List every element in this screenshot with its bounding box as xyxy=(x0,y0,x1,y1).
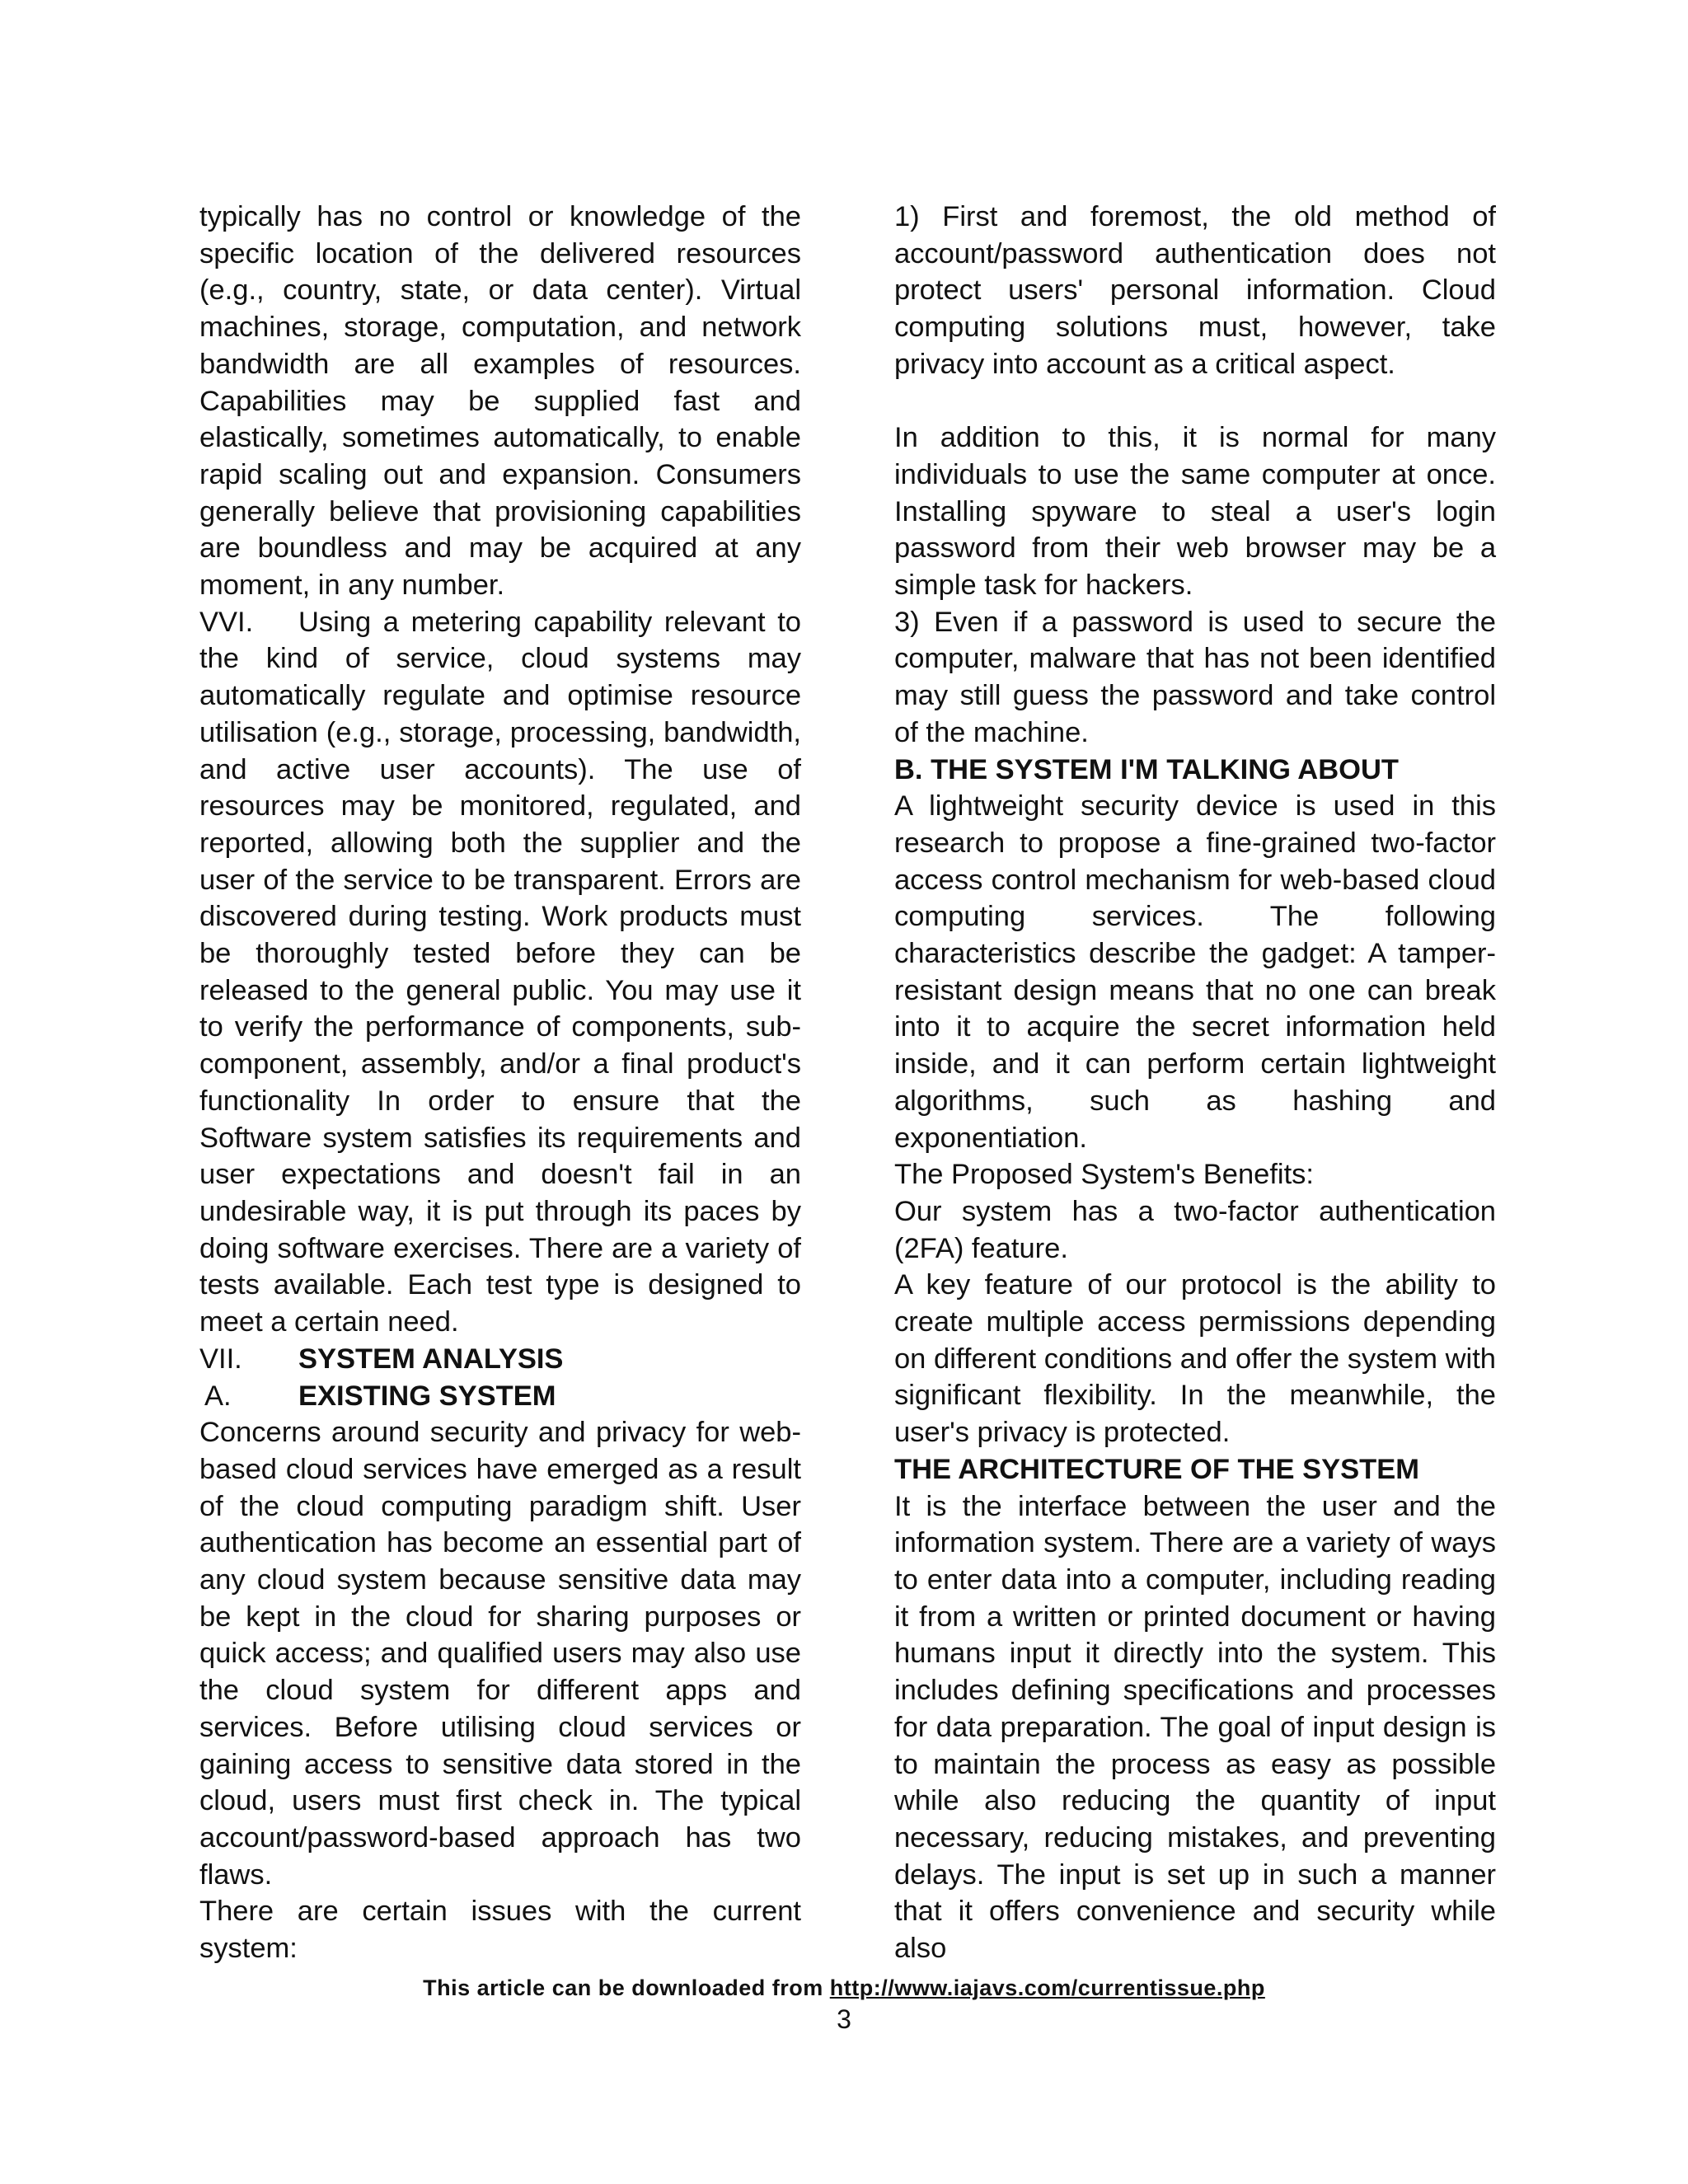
paragraph: A key feature of our protocol is the ability to create multiple access permissions depending on different conditions and offer the system with significant flexibility. In the meanwhile, the user's privacy is protected. xyxy=(894,1269,1496,1449)
section-heading-vii xyxy=(199,1341,801,1378)
page-number: 3 xyxy=(837,2004,851,2034)
footer-line xyxy=(0,1975,1688,2001)
section-heading-a xyxy=(199,1378,801,1415)
blank-line xyxy=(894,383,1496,420)
paragraph: typically has no control or knowledge of the specific location of the delivered resources (e.g., country, state, or data center). Virtual machines, storage, computation, and network bandwidth are all examples of resources. Capabilities may be supplied fast and elastically, sometimes automatically, to enable rapid scaling out and expansion. Consumers generally believe that provisioning capabilities are boundless and may be acquired at any moment, in any number. xyxy=(199,201,801,602)
paragraph: Concerns around security and privacy for web-based cloud services have emerged as a result of the cloud computing paradigm shift. User authentication has become an essential part of any cloud system because sensitive data may be kept in the cloud for sharing purposes or quick access; and qualified users may also use the cloud system for different apps and services. Before utilising cloud services or gaining access to sensitive data stored in the cloud, users must first check in. The typical account/password-based approach has two flaws. xyxy=(199,1417,801,1891)
paragraph-text: Using a metering capability relevant to the kind of service, cloud systems may automatically regulate and optimise resource utilisation (e.g., storage, processing, bandwidth, and active user accounts). The use of resources may be monitored, regulated, and reported, allowing both the supplier and the user of the service to be transparent. Errors are discovered during testing. Work products must be thoroughly tested before they can be released to the general public. You may use it to verify the performance of components, sub-component, assembly, and/or a final product's functionality In order to ensure that the Software system satisfies its requirements and user expectations and doesn't fail in an undesirable way, it is put through its paces by doing software exercises. There are a variety of tests available. Each test type is designed to meet a certain need. xyxy=(199,606,801,1338)
section-heading-b: B. THE SYSTEM I'M TALKING ABOUT xyxy=(894,753,1399,785)
paragraph: 1) First and foremost, the old method of account/password authentication does not protect users' personal information. Cloud computing solutions must, however, take privacy into account as a critical aspect. xyxy=(894,201,1496,380)
list-label: VVI. xyxy=(199,606,254,638)
right-column xyxy=(894,199,1496,1967)
section-title: EXISTING SYSTEM xyxy=(298,1380,556,1412)
paragraph-vvi xyxy=(199,604,801,1341)
paragraph: In addition to this, it is normal for many individuals to use the same computer at once. Installing spyware to steal a user's login password from their web browser may be a simple task for hackers. xyxy=(894,422,1496,602)
paragraph: A lightweight security device is used in this research to propose a fine-grained two-factor access control mechanism for web-based cloud computing services. The following characteristics describe the gadget: A tamper-resistant design means that no one can break into it to acquire the secret information held inside, and it can perform certain lightweight algorithms, such as hashing and exponentiation. xyxy=(894,790,1496,1154)
page-footer xyxy=(0,1975,1688,2035)
section-title: SYSTEM ANALYSIS xyxy=(298,1343,564,1375)
footer-text: This article can be downloaded from xyxy=(423,1975,823,2000)
section-number: VII. xyxy=(199,1343,242,1375)
left-column xyxy=(199,199,801,1967)
paragraph: 3) Even if a password is used to secure the computer, malware that has not been identified may still guess the password and take control of the machine. xyxy=(894,606,1496,748)
paragraph: Our system has a two-factor authentication (2FA) feature. xyxy=(894,1195,1496,1264)
paragraph: It is the interface between the user and the information system. There are a variety of ways to enter data into a computer, including reading it from a written or printed document or having humans input it directly into the system. This includes defining specifications and processes for data preparation. The goal of input design is to maintain the process as easy as possible while also reducing the quantity of input necessary, reducing mistakes, and preventing delays. The input is set up in such a manner that it offers convenience and security while also xyxy=(894,1490,1496,1965)
paragraph: The Proposed System's Benefits: xyxy=(894,1159,1314,1191)
section-heading-architecture: THE ARCHITECTURE OF THE SYSTEM xyxy=(894,1453,1419,1485)
section-number: A. xyxy=(204,1380,232,1412)
paragraph: There are certain issues with the current system: xyxy=(199,1896,801,1965)
download-link[interactable]: http://www.iajavs.com/currentissue.php xyxy=(829,1975,1265,2000)
